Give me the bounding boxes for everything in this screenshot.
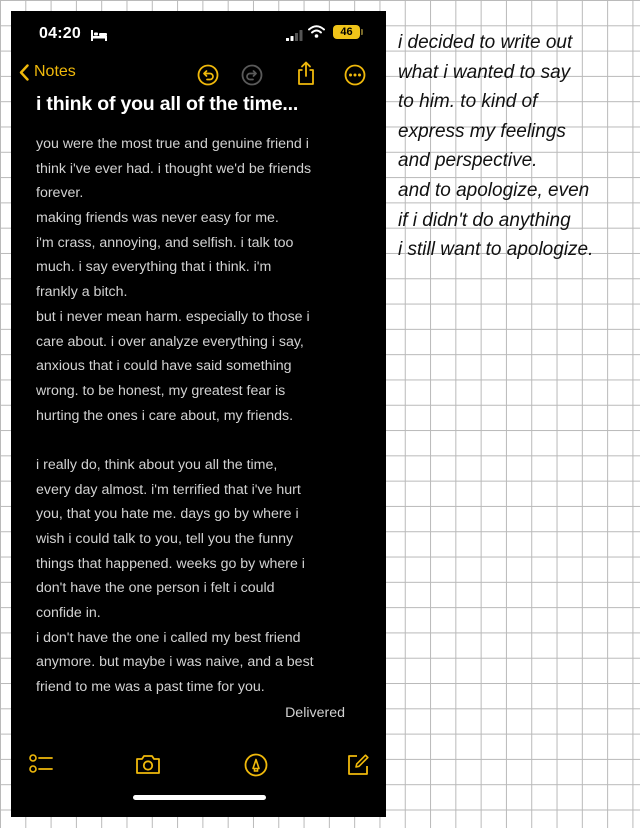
home-indicator[interactable] (133, 795, 266, 800)
note-title[interactable]: i think of you all of the time... (36, 93, 299, 115)
note-line: i don't have the one i called my best friend (36, 629, 301, 646)
caption-line: what i wanted to say (398, 61, 571, 83)
bed-icon (91, 28, 107, 46)
note-line: don't have the one person i felt i could (36, 580, 275, 597)
note-line: think i've ever had. i thought we'd be friends (36, 160, 312, 177)
chevron-left-icon (19, 64, 29, 81)
share-icon[interactable] (296, 61, 316, 91)
note-line: you were the most true and genuine friend i (36, 136, 309, 152)
note-line: wish i could talk to you, tell you the funny (36, 531, 294, 547)
compose-icon[interactable] (346, 753, 370, 782)
note-line: you, that you hate me. days go by where i (36, 506, 299, 523)
caption-line: if i didn't do anything (398, 209, 571, 231)
note-line: things that happened. weeks go by where i (36, 555, 305, 572)
back-label: Notes (34, 63, 76, 80)
caption-line: i still want to apologize. (398, 239, 594, 261)
status-bar (11, 11, 386, 59)
note-line: wrong. to be honest, my greatest fear is (36, 382, 286, 399)
battery-icon: 46 (333, 25, 360, 39)
note-line: frankly a bitch. (36, 284, 128, 301)
status-time: 04:20 (39, 25, 81, 42)
note-line: anxious that i could have said something (36, 358, 292, 375)
caption-line: and to apologize, even (398, 179, 590, 201)
caption-line: express my feelings (398, 120, 566, 142)
note-line: much. i say everything that i think. i'm (36, 259, 272, 276)
caption-line: and perspective. (398, 150, 538, 172)
note-line: but i never mean harm. especially to those i (36, 308, 310, 325)
more-icon[interactable] (344, 64, 366, 91)
note-line: i'm crass, annoying, and selfish. i talk too (36, 234, 294, 251)
note-line: care about. i over analyze everything i say, (36, 333, 304, 350)
caption-line: i decided to write out (398, 32, 573, 53)
note-line (36, 428, 381, 453)
note-line: i really do, think about you all the time, (36, 456, 278, 473)
markup-icon[interactable] (244, 753, 268, 782)
note-line: confide in. (36, 605, 101, 622)
checklist-icon[interactable] (29, 753, 53, 780)
redo-icon[interactable] (241, 64, 263, 91)
back-button[interactable] (19, 63, 76, 81)
note-line: hurting the ones i care about, my friends. (36, 407, 294, 424)
note-line: forever. (36, 185, 84, 202)
signal-icon (286, 28, 303, 46)
nav-bar (11, 61, 386, 91)
caption-line: to him. to kind of (398, 91, 538, 113)
phone-screen (11, 11, 386, 817)
note-line: making friends was never easy for me. (36, 210, 279, 227)
delivered-status: Delivered (285, 705, 345, 721)
note-line: friend to me was a past time for you. (36, 679, 265, 696)
caption-text (398, 28, 640, 265)
camera-icon[interactable] (135, 753, 161, 780)
note-line: every day almost. i'm terrified that i've hurt (36, 481, 301, 498)
wifi-icon (308, 25, 325, 43)
note-line: anymore. but maybe i was naive, and a best (36, 654, 314, 671)
undo-icon[interactable] (197, 64, 219, 91)
note-body[interactable] (36, 132, 381, 700)
